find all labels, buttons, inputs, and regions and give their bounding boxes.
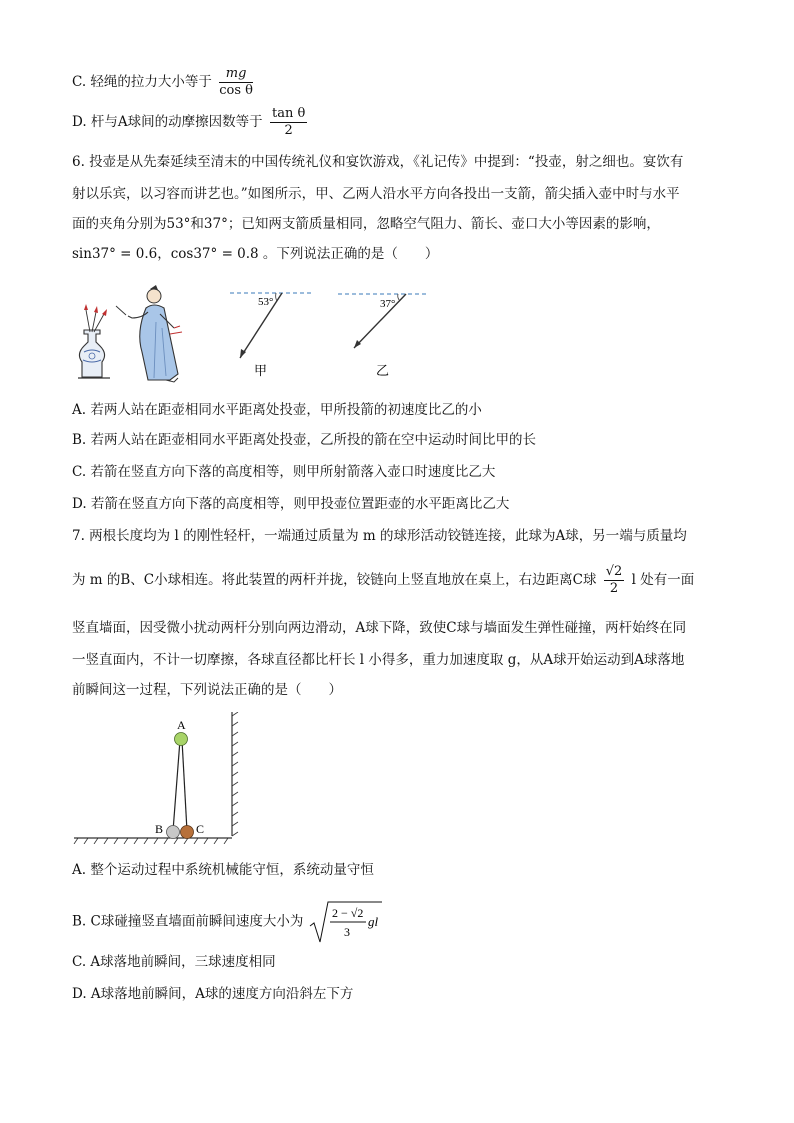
fraction-tan-2: $\frac{\text{tan θ}}{2}$: [271, 106, 306, 138]
q6-line-4: sin37° = 0.6，cos37° = 0.8 。下列说法正确的是（ ）: [72, 246, 439, 262]
angle-label-yi: 37°: [380, 298, 396, 310]
sqrt-numerator: 2 − √2: [331, 906, 363, 920]
person-figure: [116, 285, 182, 382]
option-c-prev: [72, 66, 256, 99]
q7-line-2: 为 m 的B、C小球相连。将此装置的两杆并拢，铰链向上竖直地放在桌上，右边距离C球 $\frac{√2}{2}$ l 处有一面: [72, 564, 695, 596]
wall-hatching: [232, 712, 238, 836]
label-ball-b: B: [155, 822, 164, 836]
q7-line-5: 前瞬间这一过程，下列说法正确的是（ ）: [72, 682, 342, 698]
sqrt-symbol-icon: [308, 900, 384, 944]
rod-left: [173, 740, 180, 831]
option-d-prev: [72, 106, 310, 139]
q6-option-a: A. 若两人站在距壶相同水平距离处投壶，甲所投箭的初速度比乙的小: [72, 402, 482, 418]
q7-option-d: D. A球落地前瞬间，A球的速度方向沿斜左下方: [72, 986, 354, 1002]
label-ball-c: C: [196, 822, 205, 836]
q6-option-c: C. 若箭在竖直方向下落的高度相等，则甲所射箭落入壶口时速度比乙大: [72, 464, 496, 480]
label-jia: 甲: [254, 363, 268, 378]
angle-label-jia: 53°: [258, 296, 274, 308]
option-d-prev-text: D. 杆与A球间的动摩擦因数等于: [72, 114, 263, 130]
arrow-angle-diagrams: [220, 286, 440, 382]
q7-line-1: 7. 两根长度均为 l 的刚性轻杆，一端通过质量为 m 的球形活动铰链连接，此球为A球，另一端与质量均: [72, 528, 687, 544]
label-yi: 乙: [376, 363, 390, 378]
q6-option-b: B. 若两人站在距壶相同水平距离处投壶，乙所投的箭在空中运动时间比甲的长: [72, 432, 537, 448]
q6-line-1: 6. 投壶是从先秦延续至清末的中国传统礼仪和宴饮游戏，《礼记传》中提到：“投壶，射之细也。宴饮有: [72, 154, 684, 170]
ball-b: [167, 826, 180, 839]
fraction-sqrt2-over-2: $\frac{√2}{2}$: [605, 564, 623, 596]
ball-c: [181, 826, 194, 839]
label-ball-a: A: [177, 718, 186, 732]
rod-right: [182, 740, 187, 831]
q7-option-a: A. 整个运动过程中系统机械能守恒，系统动量守恒: [72, 862, 374, 878]
q6-option-d: D. 若箭在竖直方向下落的高度相等，则甲投壶位置距壶的水平距离比乙大: [72, 496, 510, 512]
q7-line-4: 一竖直面内，不计一切摩擦，各球直径都比杆长 l 小得多，重力加速度取 g，从A球开始运动到A球落地: [72, 652, 685, 668]
rod-ball-wall-diagram: [70, 712, 240, 844]
q6-line-2: 射以乐宾，以习容而讲艺也。”如图所示，甲、乙两人沿水平方向各投出一支箭，箭尖插入壶中时与水平: [72, 186, 680, 202]
floor-hatching: [74, 838, 228, 844]
option-c-prev-text: C. 轻绳的拉力大小等于: [72, 74, 212, 90]
sqrt-tail: gl: [367, 914, 378, 929]
q6-line-3: 面的夹角分别为53°和37°；已知两支箭质量相同，忽略空气阻力、箭长、壶口大小等因素的影响，: [72, 216, 660, 232]
vase-icon: [78, 330, 110, 378]
q7-line-3: 竖直墙面，因受微小扰动两杆分别向两边滑动，A球下降，致使C球与墙面发生弹性碰撞，两杆始终在同: [72, 620, 687, 636]
fraction-mg-cos: $\frac{mg}{\text{cos θ}}$: [219, 66, 253, 98]
q7-option-b: B. C球碰撞竖直墙面前瞬间速度大小为 2 − √2 3 gl: [72, 900, 384, 944]
q7-option-c: C. A球落地前瞬间，三球速度相同: [72, 954, 276, 970]
touhu-illustration: [70, 282, 200, 384]
sqrt-denominator: 3: [343, 925, 350, 939]
sqrt-expression: [308, 900, 384, 944]
ball-a: [175, 733, 188, 746]
